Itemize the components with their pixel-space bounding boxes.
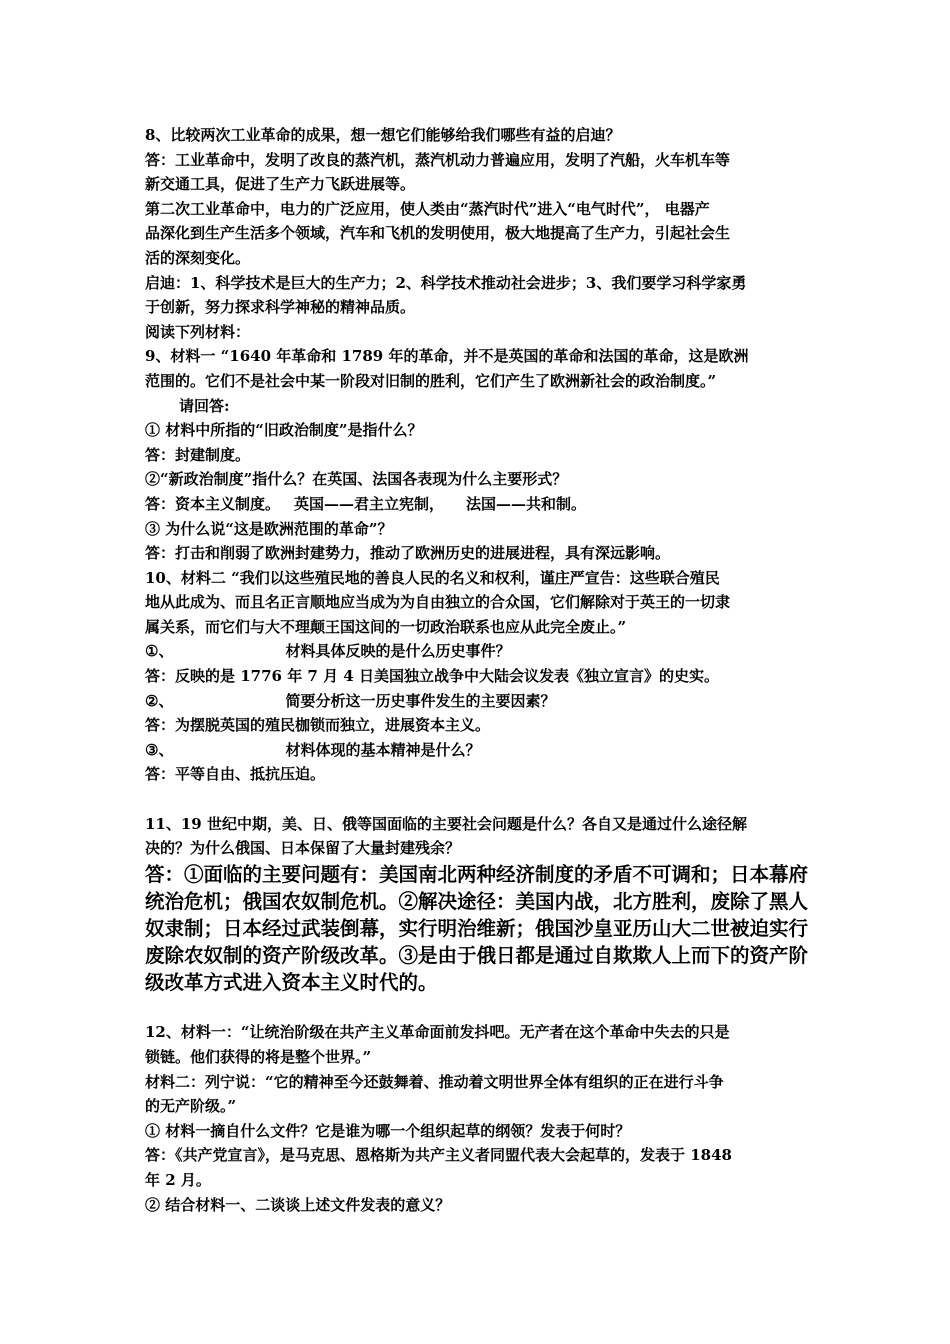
material-text: 锁链。他们获得的将是整个世界。”	[145, 1048, 372, 1066]
material-text: 9、材料一 “1640 年革命和 1789 年的革命，并不是英国的革命和法国的革命，这是欧洲	[145, 347, 749, 366]
question-text: 8、比较两次工业革命的成果，想一想它们能够给我们哪些有益的启迪？	[145, 126, 621, 144]
sub-question	[145, 689, 815, 714]
answer-text: 新交通工具，促进了生产力飞跃进展等。	[145, 175, 416, 194]
answer-text: 答：工业革命中，发明了改良的蒸汽机，蒸汽机动力普遍应用，发明了汽船，火车机车等	[145, 150, 731, 169]
answer-text: 活的深刻变化。	[145, 248, 251, 267]
sub-question: ②“新政治制度”指什么？在英国、法国各表现为什么主要形式？	[145, 470, 568, 489]
material-text: 10、材料二 “我们以这些殖民地的善良人民的名义和权利，谨庄严宣告：这些联合殖民	[145, 568, 720, 587]
sub-question	[145, 738, 815, 763]
sub-answer	[145, 492, 815, 517]
sub-question-number: ①、	[145, 642, 174, 661]
answer-text: 品深化到生产生活多个领域，汽车和飞机的发明使用，极大地提高了生产力，引起社会生	[145, 224, 731, 243]
material-text: 地从此成为、而且名正言顺地应当成为为自由独立的合众国，它们解除对于英王的一切隶	[145, 593, 731, 612]
sub-answer: 年 2 月。	[145, 1170, 211, 1189]
material-text: 范围的。它们不是社会中某一阶段对旧制的胜利，它们产生了欧洲新社会的政治制度。”	[145, 371, 717, 390]
sub-answer-part: 法国——共和制。	[466, 494, 587, 513]
question-11	[145, 812, 815, 996]
sub-question-text: 材料体现的基本精神是什么？	[285, 740, 481, 759]
spacer	[145, 787, 815, 812]
answer-text-large: 奴隶制；日本经过武装倒幕，实行明治维新；俄国沙皇亚历山大二世被迫实行	[145, 916, 809, 940]
material-text: 的无产阶级。”	[145, 1097, 237, 1116]
insight-text: 于创新，努力探求科学神秘的精神品质。	[145, 298, 416, 317]
sub-answer: 答：平等自由、抵抗压迫。	[145, 765, 326, 784]
answer-text: 第二次工业革命中，电力的广泛应用，使人类由“蒸汽时代”进入“电气时代”， 电器产	[145, 199, 710, 218]
answer-text-large: 统治危机；俄国农奴制危机。②解决途径：美国内战，北方胜利，废除了黑人	[145, 889, 809, 913]
sub-question: ① 材料一摘自什么文件？它是谁为哪一个组织起草的纲领？发表于何时？	[145, 1121, 631, 1140]
sub-answer-part: 英国——君主立宪制，	[294, 494, 445, 513]
material-text: 材料二：列宁说：“它的精神至今还鼓舞着、推动着文明世界全体有组织的正在进行斗争	[145, 1072, 724, 1091]
question-12	[145, 1020, 815, 1217]
document-body	[145, 123, 815, 1217]
sub-answer: 答：打击和削弱了欧洲封建势力，推动了欧洲历史的进展进程，具有深远影响。	[145, 544, 671, 563]
sub-answer: 答：反映的是 1776 年 7 月 4 日美国独立战争中大陆会议发表《独立宣言》的史实。	[145, 667, 719, 686]
read-material-heading: 阅读下列材料：	[145, 322, 251, 341]
answer-text-large: 答：①面临的主要问题有：美国南北两种经济制度的矛盾不可调和；日本幕府	[145, 862, 809, 886]
sub-answer: 答：《共产党宣言》，是马克思、恩格斯为共产主义者同盟代表大会起草的，发表于 1848	[145, 1146, 732, 1165]
please-answer-label: 请回答:	[179, 396, 230, 415]
sub-answer-part: 答：资本主义制度。	[145, 494, 281, 513]
sub-question-text: 材料具体反映的是什么历史事件？	[285, 642, 511, 661]
sub-question-number: ②、	[145, 691, 174, 710]
sub-answer: 答：封建制度。	[145, 445, 251, 464]
question-10	[145, 566, 815, 787]
material-text: 12、材料一：“让统治阶级在共产主义革命面前发抖吧。无产者在这个革命中失去的只是	[145, 1023, 730, 1042]
answer-text-large: 级改革方式进入资本主义时代的。	[145, 970, 438, 994]
question-text: 11、19 世纪中期，美、日、俄等国面临的主要社会问题是什么？各自又是通过什么途径解	[145, 814, 747, 833]
sub-question	[145, 639, 815, 664]
sub-question-number: ③、	[145, 740, 174, 759]
question-9	[145, 344, 815, 565]
sub-question: ③ 为什么说“这是欧洲范围的革命”？	[145, 519, 393, 538]
answer-text-large: 废除农奴制的资产阶级改革。③是由于俄日都是通过自欺欺人上而下的资产阶	[145, 943, 809, 967]
sub-question: ② 结合材料一、二谈谈上述文件发表的意义？	[145, 1195, 451, 1214]
question-8	[145, 123, 815, 320]
insight-text: 启迪：1、科学技术是巨大的生产力；2、科学技术推动社会进步；3、我们要学习科学家勇	[145, 273, 747, 292]
sub-answer: 答：为摆脱英国的殖民枷锁而独立，进展资本主义。	[145, 716, 491, 735]
question-text: 决的？为什么俄国、日本保留了大量封建残余？	[145, 839, 461, 858]
material-text: 属关系，而它们与大不理颠王国这间的一切政治联系也应从此完全废止。”	[145, 617, 627, 636]
sub-question-text: 简要分析这一历史事件发生的主要因素？	[285, 691, 556, 710]
sub-question: ① 材料中所指的“旧政治制度”是指什么？	[145, 421, 423, 440]
spacer	[145, 996, 815, 1021]
